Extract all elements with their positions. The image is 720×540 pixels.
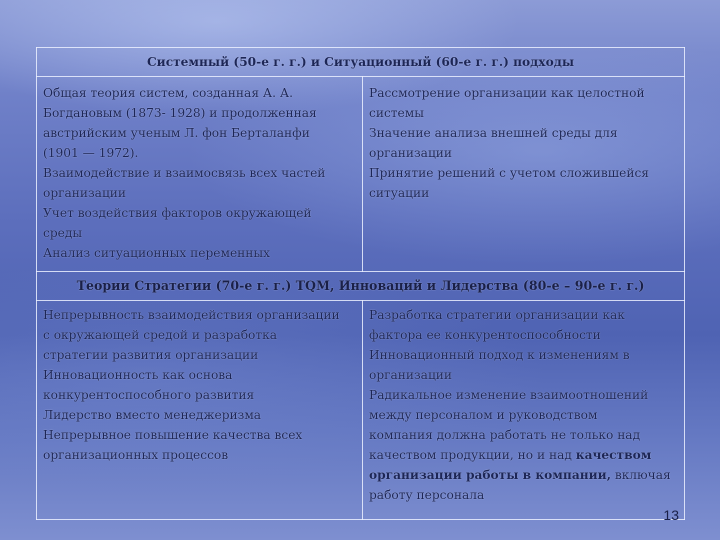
row2-right-line: Радикальное изменение взаимоотношений xyxy=(369,388,649,402)
row2-left-line: стратегии развития организации xyxy=(43,348,259,362)
row1-right-line: Принятие решений с учетом сложившейся xyxy=(369,166,649,180)
header-strategy-tqm-leadership: Теории Стратегии (70-е г. г.) TQM, Инноваций и Лидерства (80-е – 90-е г. г.) xyxy=(37,272,685,301)
content-row-2 xyxy=(37,301,685,520)
row1-left-line: Богдановым (1873- 1928) и продолженная xyxy=(43,106,317,120)
row2-left-line: Инновационность как основа xyxy=(43,368,233,382)
row2-right-text: включая xyxy=(614,468,671,482)
row2-left-line: с окружающей средой и разработка xyxy=(43,328,278,342)
row2-right-line xyxy=(369,445,678,465)
row2-left-line: Непрерывное повышение качества всех xyxy=(43,428,303,442)
row2-right-emphasis: организации работы в компании, xyxy=(369,468,611,482)
row1-left-line: австрийским ученым Л. фон Берталанфи xyxy=(43,126,310,140)
row2-left-line: Лидерство вместо менеджеризма xyxy=(43,408,262,422)
row2-right-emphasis: качеством xyxy=(575,448,652,462)
row2-right-text: качеством продукции, но и над xyxy=(369,448,572,462)
row1-right-line: Значение анализа внешней среды для xyxy=(369,126,618,140)
row2-right-line: организации xyxy=(369,368,453,382)
row1-right-line: системы xyxy=(369,106,424,120)
row1-left-line: Учет воздействия факторов окружающей xyxy=(43,206,312,220)
row1-left-line: (1901 — 1972). xyxy=(43,146,139,160)
content-row-1 xyxy=(37,77,685,272)
header-row-2 xyxy=(37,272,685,301)
row1-left-line: организации xyxy=(43,186,127,200)
row2-right-line: фактора ее конкурентоспособности xyxy=(369,328,601,342)
row2-left-cell xyxy=(37,301,363,520)
row1-right-line: ситуации xyxy=(369,186,430,200)
row2-left-line: Непрерывность взаимодействия организации xyxy=(43,308,340,322)
row2-right-line: работу персонала xyxy=(369,488,485,502)
row1-left-line: Анализ ситуационных переменных xyxy=(43,246,270,260)
row2-left-line: организационных процессов xyxy=(43,448,229,462)
header-row-1 xyxy=(37,48,685,77)
row1-right-cell xyxy=(363,77,685,272)
page-number: 13 xyxy=(663,507,679,523)
row1-left-line: среды xyxy=(43,226,83,240)
row1-right-line: Рассмотрение организации как целостной xyxy=(369,86,645,100)
comparison-table xyxy=(36,47,685,520)
row2-right-cell xyxy=(363,301,685,520)
header-systems-situational: Системный (50-е г. г.) и Ситуационный (60-е г. г.) подходы xyxy=(37,48,685,77)
row1-left-cell xyxy=(37,77,363,272)
row2-right-line xyxy=(369,465,678,485)
row2-right-line: компания должна работать не только над xyxy=(369,428,641,442)
row2-right-line: Инновационный подход к изменениям в xyxy=(369,348,630,362)
row1-left-line: Взаимодействие и взаимосвязь всех частей xyxy=(43,166,326,180)
row2-right-line: между персоналом и руководством xyxy=(369,408,598,422)
row2-left-line: конкурентоспособного развития xyxy=(43,388,255,402)
row2-right-line: Разработка стратегии организации как xyxy=(369,308,625,322)
row1-left-line: Общая теория систем, созданная А. А. xyxy=(43,86,293,100)
row1-right-line: организации xyxy=(369,146,453,160)
